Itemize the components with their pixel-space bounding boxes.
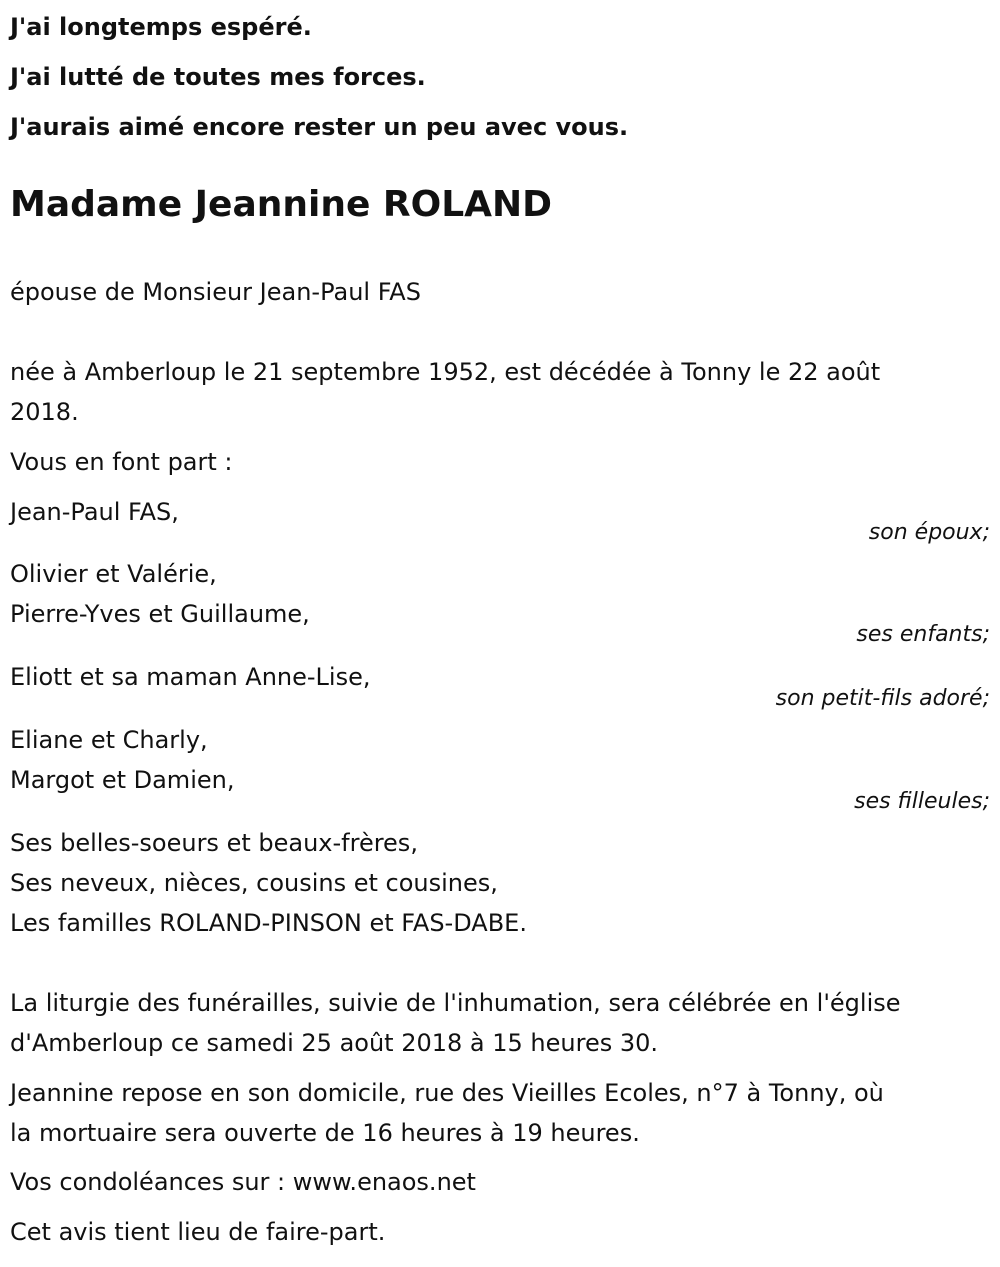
relatives-line: Ses neveux, nièces, cousins et cousines, [10, 869, 498, 897]
children-line: Olivier et Valérie, [10, 560, 217, 588]
grandson-role: son petit-fils adoré; [775, 686, 990, 711]
birth-death-line: 2018. [10, 398, 79, 426]
birth-death-line: née à Amberloup le 21 septembre 1952, est décédée à Tonny le 22 août [10, 358, 881, 386]
closing-line: Cet avis tient lieu de faire-part. [10, 1218, 386, 1246]
spouse-line: épouse de Monsieur Jean-Paul FAS [10, 278, 421, 306]
children-role: ses enfants; [856, 622, 990, 647]
children-line: Pierre-Yves et Guillaume, [10, 600, 310, 628]
spouse-role: son époux; [868, 520, 990, 545]
relatives-line: Les familles ROLAND-PINSON et FAS-DABE. [10, 909, 527, 937]
deceased-name: Madame Jeannine ROLAND [10, 184, 553, 225]
grandson-line: Eliott et sa maman Anne-Lise, [10, 663, 371, 691]
godchildren-line: Margot et Damien, [10, 766, 235, 794]
condolences-line: Vos condoléances sur : www.enaos.net [10, 1168, 476, 1196]
epigraph-line: J'aurais aimé encore rester un peu avec vous. [10, 113, 629, 141]
obituary-notice [10, 0, 990, 1246]
liturgy-line: d'Amberloup ce samedi 25 août 2018 à 15 heures 30. [10, 1029, 659, 1057]
epigraph-line: J'ai longtemps espéré. [10, 13, 312, 41]
relatives-line: Ses belles-soeurs et beaux-frères, [10, 829, 418, 857]
spouse-name: Jean-Paul FAS, [10, 498, 179, 526]
liturgy-line: La liturgie des funérailles, suivie de l'inhumation, sera célébrée en l'église [10, 989, 901, 1017]
announce-line: Vous en font part : [10, 448, 233, 476]
godchildren-line: Eliane et Charly, [10, 726, 208, 754]
godchildren-role: ses filleules; [854, 789, 990, 814]
repose-line: la mortuaire sera ouverte de 16 heures à 19 heures. [10, 1119, 640, 1147]
repose-line: Jeannine repose en son domicile, rue des Vieilles Ecoles, n°7 à Tonny, où [10, 1079, 884, 1107]
epigraph-line: J'ai lutté de toutes mes forces. [10, 63, 426, 91]
